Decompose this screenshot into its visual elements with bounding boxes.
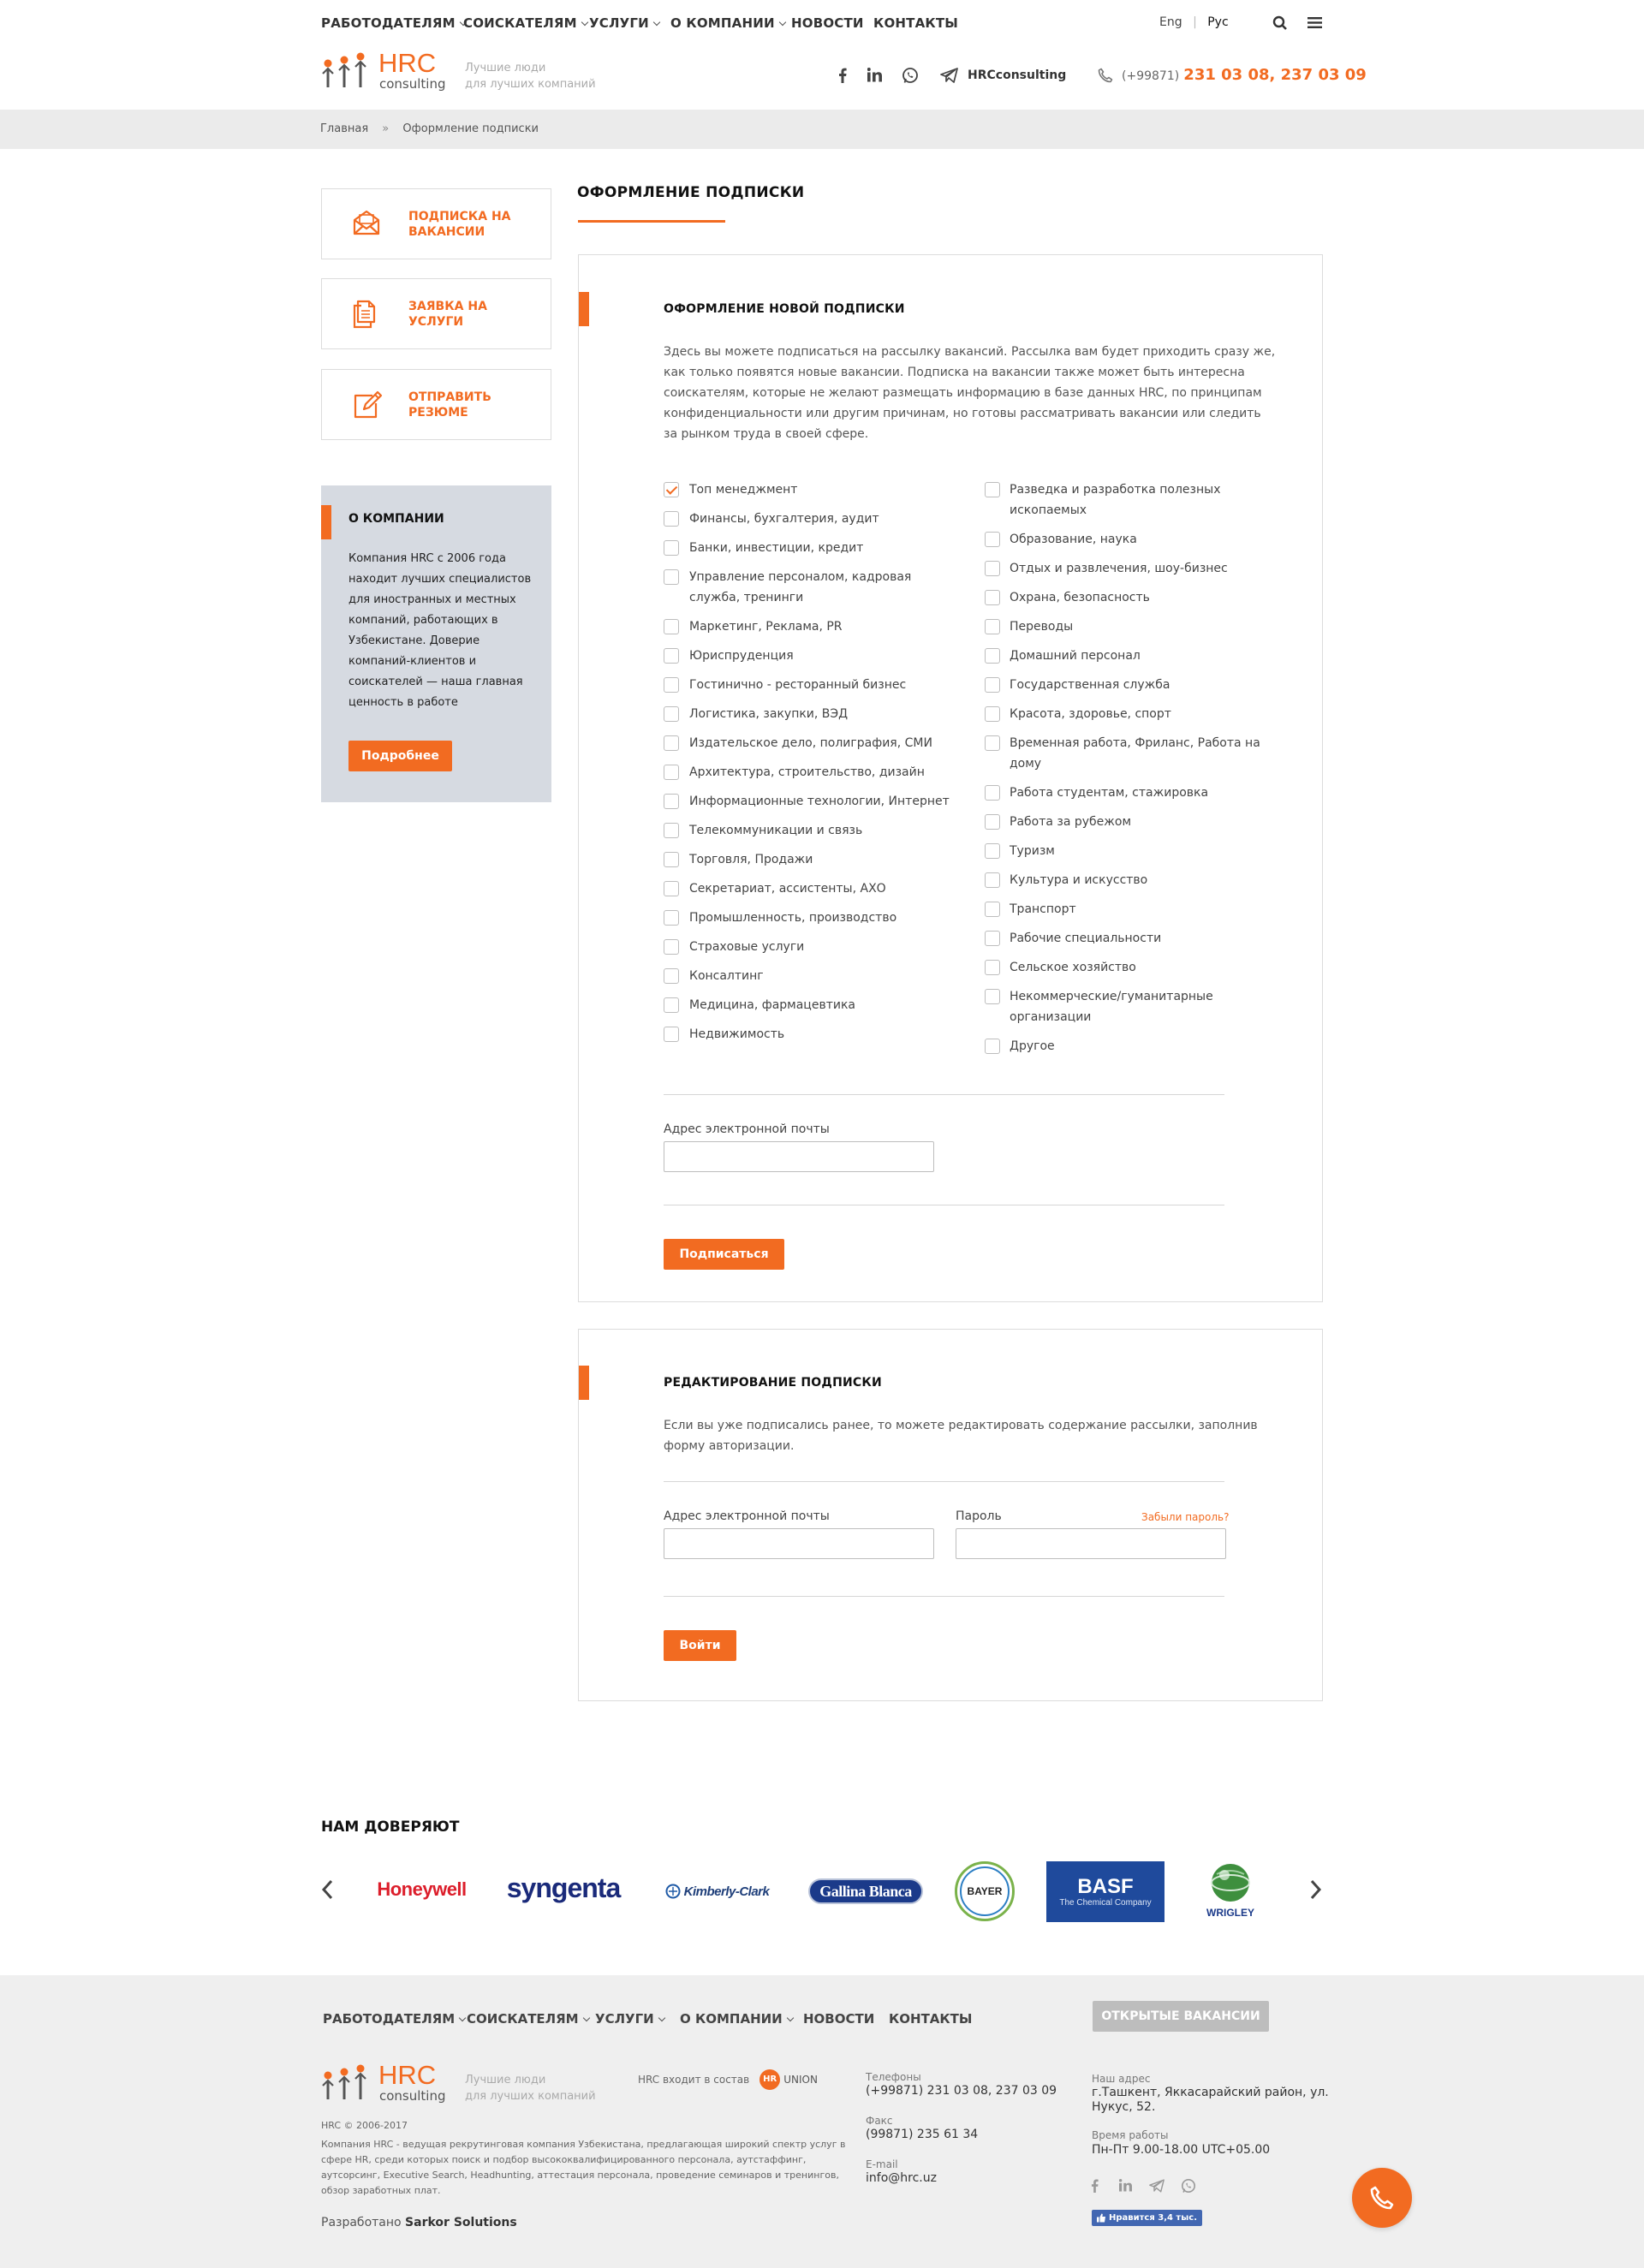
- category-label-line: Торговля, Продажи: [689, 853, 813, 866]
- category-label-line: Работа за рубежом: [1010, 815, 1132, 829]
- login-button[interactable]: Войти: [664, 1630, 736, 1661]
- developer-name: Sarkor Solutions: [405, 2216, 517, 2229]
- category-label-line: Промышленность, производство: [689, 911, 897, 925]
- footer-linkedin-icon[interactable]: [1119, 2179, 1132, 2192]
- category-label[interactable]: [1010, 783, 1208, 803]
- category-checkbox[interactable]: [985, 1039, 1000, 1054]
- breadcrumb-home[interactable]: Главная: [320, 122, 369, 135]
- category-label[interactable]: [689, 538, 863, 558]
- category-label[interactable]: [689, 567, 911, 608]
- breadcrumb-current: Оформление подписки: [402, 122, 539, 135]
- category-label-line: Архитектура, строительство, дизайн: [689, 765, 925, 779]
- menu-icon[interactable]: [1307, 16, 1322, 29]
- category-label[interactable]: [1010, 870, 1147, 890]
- address-line1: г.Ташкент, Яккасарайский район, ул.: [1092, 2086, 1329, 2099]
- edit-password-input[interactable]: [956, 1528, 1226, 1559]
- footer-nav-item[interactable]: [889, 2011, 972, 2027]
- category-label-line: Управление персоналом, кадровая: [689, 570, 912, 584]
- address-label: Наш адрес: [1092, 2073, 1151, 2085]
- subscribe-divider-1: [664, 1094, 1224, 1095]
- category-label-line: Рабочие специальности: [1010, 932, 1162, 945]
- subscribe-intro-line: соискателям, которые не желают размещать информацию в базе данных HRC, по принципам: [664, 386, 1262, 400]
- search-icon[interactable]: [1272, 15, 1288, 31]
- category-checkbox[interactable]: [664, 794, 679, 809]
- about-text-line: соискателей — наша главная: [348, 676, 523, 688]
- category-label-line: Красота, здоровье, спорт: [1010, 707, 1171, 721]
- footer-tagline: [465, 2072, 596, 2104]
- footer-tagline-line2: для лучших компаний: [465, 2090, 596, 2103]
- footer-description: [321, 2137, 845, 2199]
- nav-item[interactable]: [670, 15, 785, 31]
- basf-logo: [1046, 1861, 1164, 1922]
- category-checkbox[interactable]: [985, 902, 1000, 917]
- whatsapp-icon[interactable]: [902, 67, 919, 84]
- subscribe-intro-line: за рынком труда в своей сфере.: [664, 427, 869, 441]
- category-label-line: Охрана, безопасность: [1010, 591, 1150, 604]
- site-logo[interactable]: [321, 49, 450, 93]
- documents-icon: [352, 298, 384, 330]
- footer-nav-item[interactable]: [323, 2011, 465, 2027]
- syngenta-logo: [503, 1869, 623, 1907]
- category-label[interactable]: [689, 849, 813, 870]
- category-checkbox[interactable]: [664, 823, 679, 838]
- developer-credit[interactable]: [321, 2216, 517, 2229]
- footer-logo-people-icon: [321, 2064, 374, 2102]
- phone-code: (+99871): [1122, 69, 1180, 83]
- hr-union-badge: HR: [759, 2069, 780, 2090]
- header-phone[interactable]: [1122, 66, 1367, 84]
- carousel-prev-icon[interactable]: [321, 1879, 333, 1900]
- sidebar-card-1[interactable]: [321, 188, 551, 259]
- hours-value: Пн-Пт 9.00-18.00 UTC+05.00: [1092, 2143, 1271, 2157]
- footer-nav-label: КОНТАКТЫ: [889, 2011, 973, 2027]
- footer-logo-hrc: HRC: [378, 2060, 437, 2090]
- telegram-handle[interactable]: HRCconsulting: [968, 68, 1067, 82]
- about-text-line: компаний, работающих в: [348, 614, 498, 627]
- subscribe-accent-bar: [579, 292, 589, 326]
- breadcrumb-separator: »: [382, 122, 390, 135]
- about-text-line: компаний-клиентов и: [348, 655, 477, 668]
- category-label-line: Транспорт: [1010, 902, 1076, 916]
- kimberly-clark-logo-text: Kimberly-Clark: [683, 1884, 770, 1899]
- category-label-line: Информационные технологии, Интернет: [689, 795, 950, 808]
- category-label-line: Юриспруденция: [689, 649, 794, 663]
- footer-description-line: аутсорсинг, Executive Search, Headhunting, аттестация персонала, проведение семинаров и тренингов,: [321, 2170, 839, 2181]
- sidebar-card-label: [408, 390, 528, 420]
- nav-item-label: КОНТАКТЫ: [873, 15, 959, 31]
- category-label-line: Банки, инвестиции, кредит: [689, 541, 864, 555]
- category-label[interactable]: [1010, 812, 1131, 832]
- edit-accent-bar: [579, 1366, 589, 1400]
- sidebar-card-label-line2: ВАКАНСИИ: [408, 225, 485, 239]
- category-checkbox[interactable]: [664, 569, 679, 585]
- edit-intro-line: форму авторизации.: [664, 1439, 795, 1453]
- footer-logo[interactable]: [321, 2061, 450, 2105]
- category-label-line: Культура и искусство: [1010, 873, 1148, 887]
- footer-description-line: Компания HRC - ведущая рекрутинговая компания Узбекистана, предлагающая широкий спектр услуг в: [321, 2139, 846, 2150]
- about-text-line: Узбекистане. Доверие: [348, 634, 480, 647]
- nav-item-label: О КОМПАНИИ: [670, 15, 775, 31]
- category-label[interactable]: [689, 937, 804, 957]
- chevron-down-icon: [658, 2015, 664, 2021]
- edit-subscription-box: [578, 1329, 1323, 1701]
- subscribe-email-label: Адрес электронной почты: [664, 1122, 830, 1136]
- category-label[interactable]: [689, 791, 950, 812]
- category-label-line: Секретариат, ассистенты, АХО: [689, 882, 886, 896]
- sidebar-card-label: [408, 209, 528, 240]
- edit-divider-1: [664, 1481, 1224, 1482]
- nav-item[interactable]: [321, 15, 466, 31]
- category-checkbox[interactable]: [985, 532, 1000, 547]
- category-label[interactable]: [1010, 986, 1213, 1027]
- header-tagline: [465, 60, 596, 92]
- category-label-line: Телекоммуникации и связь: [689, 824, 863, 837]
- about-text-line: находит лучших специалистов: [348, 573, 532, 586]
- category-label-line: организации: [1010, 1010, 1092, 1024]
- category-checkbox[interactable]: [985, 960, 1000, 975]
- footer-description-line: обзор заработных плат.: [321, 2185, 441, 2196]
- category-label-line: Некоммерческие/гуманитарные: [1010, 990, 1213, 1003]
- footer-nav-item[interactable]: [803, 2011, 874, 2027]
- chevron-down-icon: [787, 2015, 794, 2021]
- category-label-line: Гостинично - ресторанный бизнес: [689, 678, 907, 692]
- category-label[interactable]: [689, 479, 797, 500]
- category-label-line: Сельское хозяйство: [1010, 961, 1136, 974]
- bayer-logo-text: BAYER: [967, 1885, 1003, 1897]
- edit-title: РЕДАКТИРОВАНИЕ ПОДПИСКИ: [664, 1376, 882, 1390]
- category-label-line: Медицина, фармацевтика: [689, 998, 855, 1012]
- about-more-button[interactable]: Подробнее: [348, 741, 452, 771]
- phones-label: Телефоны: [866, 2071, 921, 2083]
- category-checkbox[interactable]: [985, 590, 1000, 605]
- category-checkbox[interactable]: [664, 910, 679, 926]
- category-checkbox[interactable]: [985, 872, 1000, 888]
- category-checkbox[interactable]: [664, 540, 679, 556]
- union-info[interactable]: [638, 2069, 818, 2090]
- basf-tagline: The Chemical Company: [1059, 1898, 1152, 1908]
- category-checkbox[interactable]: [985, 989, 1000, 1004]
- category-checkbox[interactable]: [985, 677, 1000, 693]
- linkedin-icon[interactable]: [867, 68, 882, 82]
- category-label[interactable]: [1010, 1036, 1055, 1057]
- tagline-line1: Лучшие люди: [465, 62, 546, 74]
- nav-item[interactable]: [589, 15, 659, 31]
- bayer-logo: [955, 1861, 1015, 1921]
- subscribe-intro-line: конфиденциальности или другим причинам, но готовы рассматривать вакансии или следить: [664, 407, 1261, 420]
- address-line2: Нукус, 52.: [1092, 2100, 1156, 2114]
- email-value[interactable]: info@hrc.uz: [866, 2171, 937, 2185]
- wrigley-logo-text: WRIGLEY: [1206, 1907, 1254, 1919]
- nav-item-label: РАБОТОДАТЕЛЯМ: [321, 15, 456, 31]
- category-checkbox[interactable]: [985, 785, 1000, 801]
- sidebar-card-label: [408, 299, 528, 330]
- subscribe-email-input[interactable]: [664, 1141, 934, 1172]
- category-checkbox[interactable]: [985, 843, 1000, 859]
- union-text: HRC входит в состав: [638, 2074, 750, 2086]
- open-vacancies-button[interactable]: ОТКРЫТЫЕ ВАКАНСИИ: [1093, 2001, 1269, 2032]
- category-checkbox[interactable]: [664, 968, 679, 984]
- carousel-next-icon[interactable]: [1310, 1879, 1322, 1900]
- chevron-down-icon: [581, 19, 588, 26]
- like-count: Нравится 3,4 тыс.: [1109, 2213, 1197, 2223]
- category-label-line: Работа студентам, стажировка: [1010, 786, 1209, 800]
- category-label-line: Страховые услуги: [689, 940, 805, 954]
- subscribe-intro-line: как только появятся новые вакансии. Подписка на вакансии также может быть интересна: [664, 366, 1245, 379]
- about-text-line: ценность в работе: [348, 696, 458, 709]
- footer-nav-item[interactable]: [595, 2011, 664, 2027]
- footer-nav-label: СОИСКАТЕЛЯМ: [467, 2011, 579, 2027]
- category-checkbox[interactable]: [664, 706, 679, 722]
- category-label-line: Домашний персонал: [1010, 649, 1141, 663]
- category-label[interactable]: [689, 509, 879, 529]
- mail-envelope-icon: [352, 208, 384, 241]
- about-text: [348, 549, 531, 713]
- footer-tagline-line1: Лучшие люди: [465, 2074, 546, 2086]
- category-checkbox[interactable]: [664, 648, 679, 664]
- sidebar-card-label-line2: РЕЗЮМЕ: [408, 406, 468, 420]
- about-text-line: Компания HRC с 2006 года: [348, 552, 506, 565]
- category-checkbox[interactable]: [985, 561, 1000, 576]
- category-label[interactable]: [689, 762, 925, 783]
- category-label[interactable]: [689, 820, 862, 841]
- category-label-line: ископаемых: [1010, 503, 1087, 517]
- about-title: О КОМПАНИИ: [348, 512, 444, 526]
- chevron-down-icon: [459, 2015, 466, 2021]
- category-checkbox[interactable]: [985, 482, 1000, 497]
- subscribe-box: [578, 254, 1323, 1302]
- sidebar-card-label-line1: ЗАЯВКА НА: [408, 300, 487, 313]
- category-label-line: Государственная служба: [1010, 678, 1170, 692]
- footer-nav-label: УСЛУГИ: [595, 2011, 654, 2027]
- category-label-line: Маркетинг, Реклама, PR: [689, 620, 843, 634]
- sidebar-card-2[interactable]: [321, 278, 551, 349]
- category-checkbox[interactable]: [985, 814, 1000, 830]
- forgot-password-link[interactable]: Забыли пароль?: [1141, 1511, 1230, 1523]
- footer-nav-label: НОВОСТИ: [803, 2011, 875, 2027]
- category-label[interactable]: [1010, 704, 1171, 724]
- category-label-line: Туризм: [1010, 844, 1055, 858]
- syngenta-logo-text: syngenta: [506, 1872, 621, 1903]
- lang-ru[interactable]: Рус: [1207, 15, 1229, 29]
- call-phone-icon: [1370, 2186, 1394, 2210]
- category-checkbox[interactable]: [985, 648, 1000, 664]
- edit-email-input[interactable]: [664, 1528, 934, 1559]
- edit-resume-icon: [352, 389, 384, 421]
- page-title-underline: [578, 220, 725, 223]
- wrigley-logo: [1194, 1858, 1266, 1923]
- category-label[interactable]: [689, 908, 896, 928]
- category-checkbox[interactable]: [664, 619, 679, 634]
- nav-item-label: НОВОСТИ: [791, 15, 864, 31]
- gallina-blanca-logo: [808, 1878, 923, 1904]
- category-label-line: Другое: [1010, 1039, 1055, 1053]
- category-checkbox[interactable]: [664, 511, 679, 527]
- about-text-line: для иностранных и местных: [348, 593, 516, 606]
- footer-copyright: HRC © 2006-2017: [321, 2120, 408, 2131]
- category-label[interactable]: [1010, 646, 1141, 666]
- edit-intro: [664, 1415, 1263, 1456]
- nav-item[interactable]: [873, 15, 958, 31]
- category-label[interactable]: [1010, 899, 1076, 920]
- category-label[interactable]: [689, 646, 794, 666]
- about-panel: [321, 485, 551, 802]
- breadcrumb-bar: [0, 110, 1644, 149]
- category-label-line: Отдых и развлечения, шоу-бизнес: [1010, 562, 1228, 575]
- fax-label: Факс: [866, 2115, 893, 2127]
- facebook-icon[interactable]: [838, 68, 847, 83]
- category-label-line: дому: [1010, 757, 1042, 771]
- breadcrumb: [320, 122, 539, 135]
- footer-nav-item[interactable]: [467, 2011, 589, 2027]
- kimberly-clark-mark-icon: [665, 1884, 681, 1899]
- category-label[interactable]: [1010, 587, 1150, 608]
- lang-en[interactable]: Eng: [1159, 15, 1182, 29]
- union-name: UNION: [783, 2074, 818, 2086]
- category-checkbox[interactable]: [664, 482, 679, 497]
- category-checkbox[interactable]: [985, 931, 1000, 946]
- category-checkbox[interactable]: [664, 852, 679, 867]
- edit-email-label: Адрес электронной почты: [664, 1509, 830, 1523]
- category-label-line: служба, тренинги: [689, 591, 804, 604]
- category-label-line: Недвижимость: [689, 1027, 785, 1041]
- thumbs-up-icon: [1097, 2213, 1106, 2223]
- nav-item-label: СОИСКАТЕЛЯМ: [463, 15, 577, 31]
- category-checkbox[interactable]: [985, 619, 1000, 634]
- honeywell-logo-text: Honeywell: [377, 1878, 467, 1900]
- page-title: ОФОРМЛЕНИЕ ПОДПИСКИ: [577, 184, 805, 201]
- category-label-line: Логистика, закупки, ВЭД: [689, 707, 849, 721]
- clients-title: НАМ ДОВЕРЯЮТ: [321, 1819, 460, 1836]
- category-checkbox[interactable]: [664, 939, 679, 955]
- footer-nav-item[interactable]: [680, 2011, 793, 2027]
- edit-password-label: Пароль: [956, 1509, 1002, 1523]
- category-checkbox[interactable]: [664, 735, 679, 751]
- category-label-line: Консалтинг: [689, 969, 764, 983]
- fax-value: (99871) 235 61 34: [866, 2128, 979, 2141]
- edit-intro-line: Если вы уже подписались ранее, то можете редактировать содержание рассылки, заполнив: [664, 1419, 1258, 1432]
- category-checkbox[interactable]: [664, 677, 679, 693]
- category-checkbox[interactable]: [985, 735, 1000, 751]
- nav-item[interactable]: [463, 15, 587, 31]
- footer-nav-label: О КОМПАНИИ: [680, 2011, 783, 2027]
- honeywell-logo: [364, 1875, 480, 1904]
- footer-logo-consulting: consulting: [379, 2088, 446, 2104]
- footer-whatsapp-icon[interactable]: [1181, 2178, 1196, 2194]
- category-checkbox[interactable]: [664, 1027, 679, 1042]
- wrigley-globe-icon: [1210, 1862, 1251, 1903]
- category-label[interactable]: [1010, 479, 1220, 521]
- category-label-line: Образование, наука: [1010, 533, 1137, 546]
- phones-value[interactable]: (+99871) 231 03 08, 237 03 09: [866, 2084, 1057, 2098]
- tagline-line2: для лучших компаний: [465, 78, 596, 91]
- category-label[interactable]: [1010, 957, 1136, 978]
- category-label[interactable]: [1010, 675, 1170, 695]
- telegram-icon[interactable]: [940, 68, 958, 83]
- category-label[interactable]: [1010, 841, 1055, 861]
- category-label[interactable]: [1010, 733, 1260, 774]
- subscribe-intro-line: Здесь вы можете подписаться на рассылку вакансий. Рассылка вам будет приходить сразу же,: [664, 345, 1276, 359]
- sidebar-card-label-line1: ОТПРАВИТЬ: [408, 390, 491, 404]
- category-label[interactable]: [689, 675, 906, 695]
- category-label[interactable]: [689, 966, 764, 986]
- footer-facebook-icon[interactable]: [1091, 2179, 1099, 2193]
- category-label[interactable]: [689, 1024, 784, 1045]
- edit-divider-2: [664, 1596, 1224, 1597]
- subscribe-button[interactable]: Подписаться: [664, 1239, 784, 1270]
- logo-consulting-text: consulting: [379, 76, 446, 92]
- sidebar-card-3[interactable]: [321, 369, 551, 440]
- category-label[interactable]: [689, 733, 932, 753]
- kimberly-clark-logo: [655, 1880, 779, 1902]
- category-label[interactable]: [1010, 616, 1073, 637]
- about-accent-bar: [321, 505, 331, 539]
- category-label[interactable]: [689, 878, 886, 899]
- phone-numbers: 231 03 08, 237 03 09: [1183, 66, 1367, 84]
- category-checkbox[interactable]: [664, 997, 679, 1013]
- category-checkbox[interactable]: [664, 765, 679, 780]
- category-label-line: Переводы: [1010, 620, 1074, 634]
- footer-nav-label: РАБОТОДАТЕЛЯМ: [323, 2011, 456, 2027]
- category-label[interactable]: [1010, 928, 1161, 949]
- developed-by-label: Разработано: [321, 2216, 402, 2229]
- logo-hrc-text: HRC: [378, 48, 437, 78]
- facebook-like-button[interactable]: [1092, 2210, 1202, 2226]
- basf-logo-text: BASF: [1077, 1875, 1134, 1898]
- chevron-down-icon: [653, 19, 660, 26]
- category-label-line: Временная работа, Фриланс, Работа на: [1010, 736, 1260, 750]
- footer-description-line: сфере HR, среди которых поиск и подбор высококвалифицированного персонала, аутстаффинг,: [321, 2154, 807, 2165]
- category-label[interactable]: [689, 616, 843, 637]
- email-label: E-mail: [866, 2158, 898, 2170]
- category-label[interactable]: [689, 704, 848, 724]
- hours-label: Время работы: [1092, 2129, 1169, 2141]
- category-label-line: Разведка и разработка полезных: [1010, 483, 1221, 497]
- subscribe-title: ОФОРМЛЕНИЕ НОВОЙ ПОДПИСКИ: [664, 302, 905, 316]
- call-button[interactable]: [1352, 2168, 1412, 2228]
- category-label[interactable]: [1010, 529, 1137, 550]
- chevron-down-icon: [582, 2015, 589, 2021]
- category-label-line: Издательское дело, полиграфия, СМИ: [689, 736, 932, 750]
- sidebar-card-label-line2: УСЛУГИ: [408, 315, 464, 329]
- footer-telegram-icon[interactable]: [1149, 2179, 1164, 2193]
- logo-people-icon: [321, 52, 374, 90]
- category-checkbox[interactable]: [664, 881, 679, 896]
- chevron-down-icon: [779, 19, 786, 26]
- nav-item-label: УСЛУГИ: [589, 15, 649, 31]
- category-label[interactable]: [689, 995, 855, 1015]
- phone-icon: [1098, 68, 1113, 83]
- category-checkbox[interactable]: [985, 706, 1000, 722]
- gallina-blanca-logo-text: Gallina Blanca: [819, 1882, 912, 1900]
- sidebar-card-label-line1: ПОДПИСКА НА: [408, 210, 511, 223]
- subscribe-intro: [664, 342, 1276, 444]
- category-label-line: Топ менеджмент: [689, 483, 798, 497]
- lang-divider: |: [1193, 15, 1197, 29]
- category-label[interactable]: [1010, 558, 1228, 579]
- nav-item[interactable]: [791, 15, 864, 31]
- lang-switch: [1159, 15, 1229, 29]
- category-label-line: Финансы, бухгалтерия, аудит: [689, 512, 879, 526]
